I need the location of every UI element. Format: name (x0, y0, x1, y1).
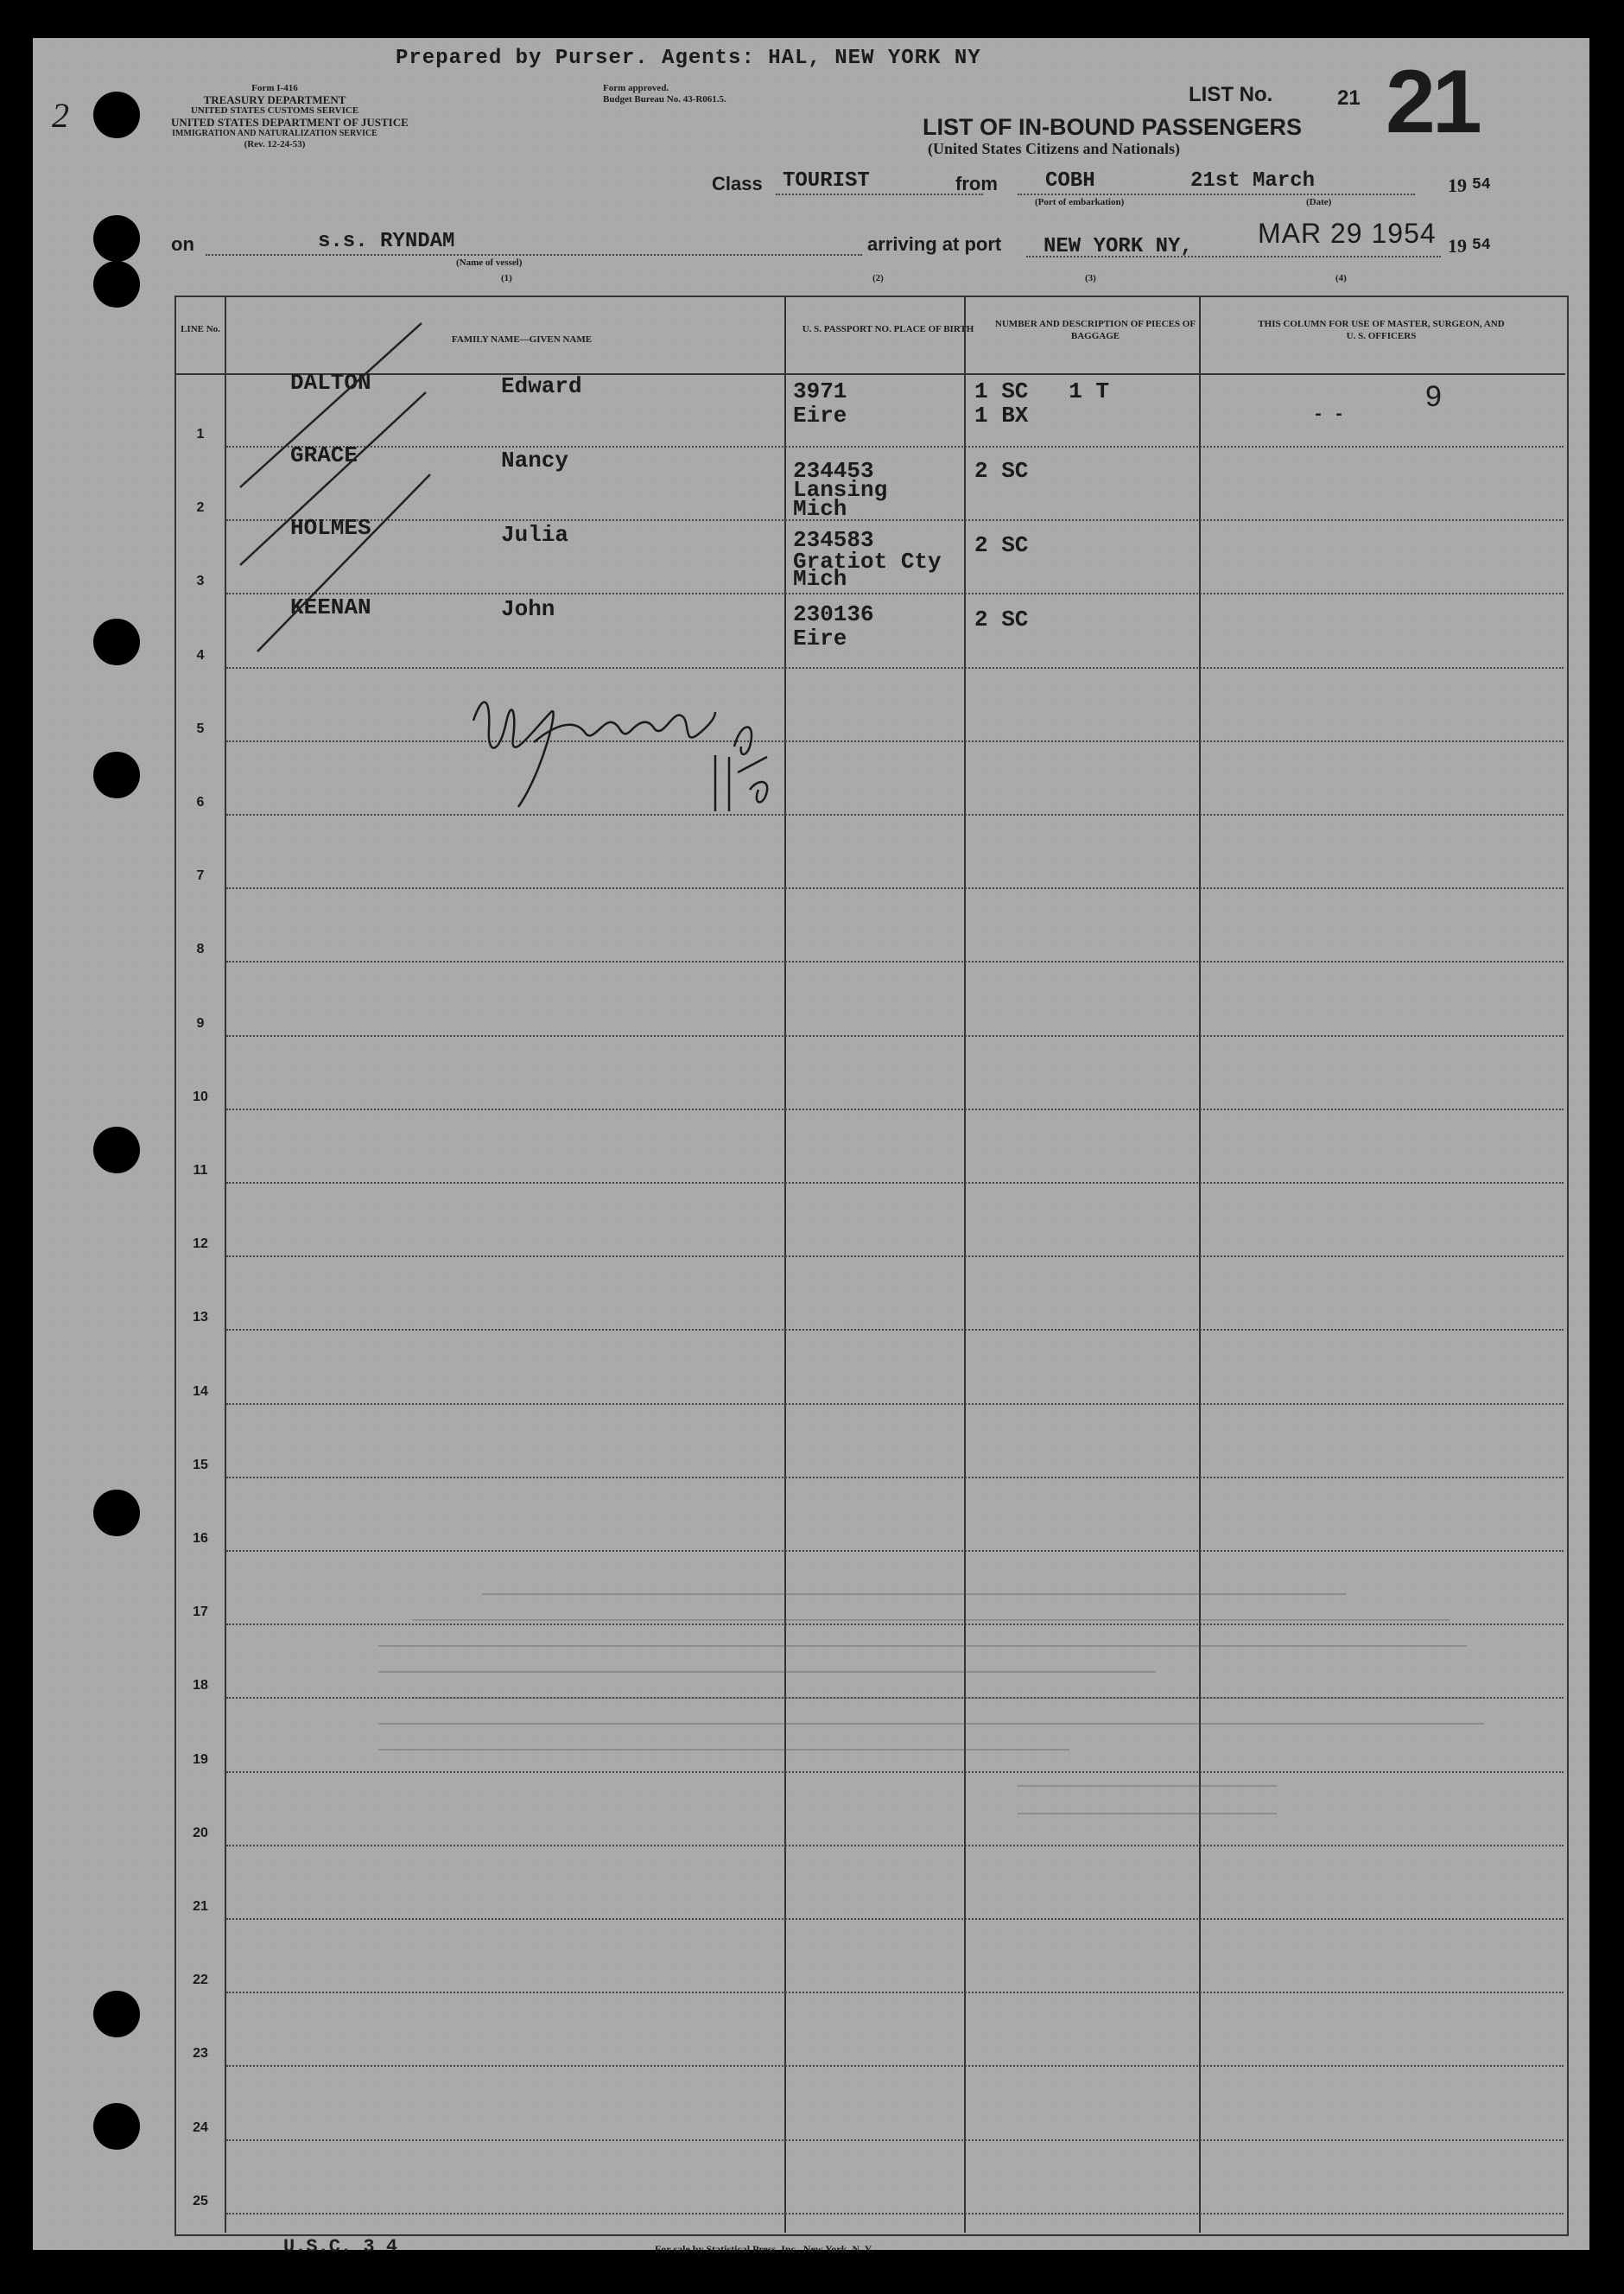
vessel-caption: (Name of vessel) (456, 257, 523, 268)
form-number: Form I-416 (251, 83, 298, 93)
port-value: COBH (1045, 169, 1095, 193)
form-id-block (171, 83, 409, 150)
budget-number: Budget Bureau No. 43-R061.5. (603, 94, 726, 105)
passport-number: 234453 (793, 458, 874, 484)
line-number: 8 (196, 942, 205, 956)
line-number: 11 (193, 1163, 208, 1178)
row-rule (226, 814, 1564, 816)
line-number: 12 (193, 1236, 208, 1251)
line-number: 21 (193, 1899, 208, 1914)
class-value: TOURIST (783, 169, 870, 193)
given-name: Nancy (501, 448, 569, 473)
year-suffix-2: 54 (1472, 237, 1491, 254)
customs-label: UNITED STATES CUSTOMS SERVICE (190, 105, 359, 116)
family-name: KEENAN (290, 594, 371, 620)
bleed-through-text (378, 1576, 1519, 2025)
line-number: 9 (196, 1016, 205, 1031)
binder-hole (93, 1127, 140, 1173)
line-number: 2 (196, 500, 205, 515)
printer-credit: For sale by Statistical Press, Inc., New York, N. Y. (655, 2243, 874, 2255)
given-name: Julia (501, 522, 569, 548)
line-number: 17 (193, 1605, 208, 1619)
date-caption: (Date) (1306, 197, 1332, 207)
officer-note: - - (1313, 405, 1345, 425)
line-number: 6 (196, 795, 205, 810)
row-rule (226, 740, 1564, 742)
baggage: 2 SC (974, 532, 1029, 558)
passport-number: 230136 (793, 601, 874, 627)
binder-hole (93, 752, 140, 798)
corner-mark: 2 (52, 96, 69, 135)
family-name: DALTON (290, 370, 371, 396)
family-name: GRACE (290, 442, 358, 468)
family-name: HOLMES (290, 515, 371, 541)
header-name: FAMILY NAME—GIVEN NAME (451, 334, 593, 345)
document-title: LIST OF IN-BOUND PASSENGERS (923, 114, 1303, 140)
binder-hole (93, 619, 140, 665)
form-code: U.S.C. 3 4 (283, 2236, 398, 2258)
column-number: (2) (872, 273, 884, 283)
document-subtitle: (United States Citizens and Nationals) (928, 140, 1181, 157)
date-value: 21st March (1190, 169, 1316, 193)
port-caption: (Port of embarkation) (1035, 197, 1125, 207)
header-baggage: NUMBER AND DESCRIPTION OF PIECES OF BAGGAGE (994, 319, 1196, 341)
from-label: from (955, 173, 998, 194)
binder-hole (93, 261, 140, 308)
place-of-birth: Eire (793, 403, 847, 429)
line-number: 19 (193, 1752, 208, 1767)
line-number: 16 (193, 1531, 208, 1546)
row-rule (226, 1477, 1564, 1478)
line-number: 24 (193, 2120, 208, 2135)
column-number: (1) (501, 273, 512, 283)
baggage: 2 SC (974, 458, 1029, 484)
row-rule (226, 2065, 1564, 2067)
row-rule (226, 1035, 1564, 1037)
handwritten-annotation (456, 660, 784, 820)
manifest-sheet (33, 38, 1589, 2258)
row-rule (226, 2139, 1564, 2141)
row-rule (226, 1550, 1564, 1552)
header-passport: U. S. PASSPORT NO. PLACE OF BIRTH (802, 324, 974, 334)
place-of-birth: Gratiot Cty Mich (793, 549, 942, 592)
line-number: 13 (193, 1310, 208, 1325)
approval-block (603, 83, 726, 105)
line-number: 20 (193, 1826, 208, 1840)
row-rule (226, 1109, 1564, 1110)
justice-label: UNITED STATES DEPARTMENT OF JUSTICE (171, 116, 409, 129)
row-rule (226, 961, 1564, 963)
passport-number: 234583 (793, 527, 874, 553)
binder-hole (93, 92, 140, 138)
row-rule (226, 887, 1564, 889)
row-rule (226, 1329, 1564, 1331)
signature-scribble (456, 660, 784, 816)
arriving-label: arriving at port (867, 233, 1002, 255)
line-number: 22 (193, 1973, 208, 1987)
vessel-value: s.s. RYNDAM (318, 230, 455, 253)
line-number: 14 (193, 1384, 208, 1399)
line-number: 3 (196, 574, 205, 588)
given-name: Edward (501, 373, 582, 399)
column-number: (4) (1335, 273, 1347, 283)
year-prefix-1: 19 (1448, 175, 1467, 196)
line-number: 1 (196, 427, 205, 442)
passport-number: 3971 (793, 378, 847, 404)
list-no-small: 21 (1337, 86, 1361, 110)
baggage: 2 SC (974, 607, 1029, 632)
line-number: 7 (196, 868, 205, 883)
rev-label: (Rev. 12-24-53) (244, 139, 306, 149)
line-number: 18 (193, 1678, 208, 1693)
row-rule (226, 1403, 1564, 1405)
binder-hole (93, 1490, 140, 1536)
line-number: 25 (193, 2194, 208, 2208)
line-number: 4 (196, 648, 205, 663)
row-rule (226, 2213, 1564, 2215)
line-number: 15 (193, 1458, 208, 1472)
header-line-no: LINE No. (181, 324, 220, 334)
strike-marks (206, 289, 465, 703)
line-number: 10 (193, 1090, 208, 1104)
place-of-birth: Eire (793, 626, 847, 651)
officer-mark: 9 (1425, 380, 1442, 413)
arrival-port: NEW YORK NY, (1044, 235, 1193, 258)
on-label: on (171, 233, 194, 255)
list-no-big: 21 (1386, 52, 1479, 152)
immigration-label: IMMIGRATION AND NATURALIZATION SERVICE (172, 129, 377, 138)
binder-hole (93, 2103, 140, 2150)
treasury-label: TREASURY DEPARTMENT (203, 93, 346, 106)
list-no-label: LIST No. (1189, 83, 1273, 106)
header-officers: THIS COLUMN FOR USE OF MASTER, SURGEON, AND U. S. OFFICERS (1258, 319, 1505, 341)
binder-hole (93, 215, 140, 262)
row-rule (226, 1182, 1564, 1184)
prepared-by-line: Prepared by Purser. Agents: HAL, NEW YORK NY (396, 47, 981, 70)
baggage: 1 SC 1 T (974, 378, 1110, 404)
given-name: John (501, 596, 555, 622)
form-approved: Form approved. (603, 83, 669, 93)
line-number: 5 (196, 721, 205, 736)
row-rule (226, 1255, 1564, 1257)
year-prefix-2: 19 (1448, 235, 1467, 257)
class-label: Class (712, 173, 763, 194)
place-of-birth: Lansing Mich (793, 477, 888, 522)
baggage: 1 BX (974, 403, 1029, 429)
column-number: (3) (1085, 273, 1096, 283)
binder-hole (93, 1991, 140, 2037)
arrival-date-stamp: MAR 29 1954 (1258, 218, 1437, 249)
year-suffix-1: 54 (1472, 176, 1491, 194)
line-number: 23 (193, 2046, 208, 2061)
